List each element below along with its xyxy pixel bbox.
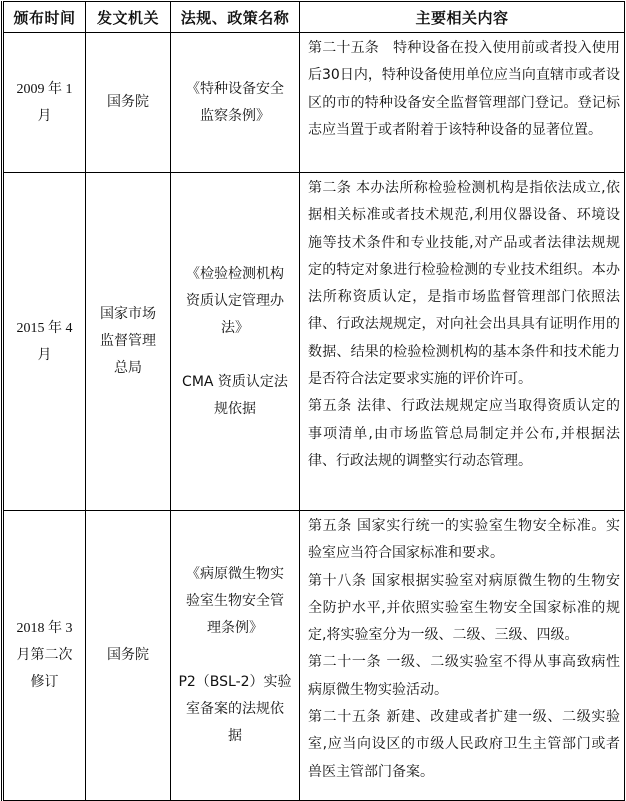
regulation-name-line: 《检验检测机构 [186,265,284,282]
regulation-note-line: 据 [228,728,242,744]
regulation-note-line: P2（BSL-2）实验 [178,674,292,690]
article-paragraph: 第十八条 国家根据实验室对病原微生物的生物安全防护水平,并依照实验室生物安全国家标准的规定,将实验室分为一级、二级、三级、四级。 [308,572,620,644]
date-line: 2018 年 3 [16,621,73,636]
article-paragraph: 第五条 国家实行统一的实验室生物安全标准。实验室应当符合国家标准和要求。 [308,518,620,562]
cell-main-content [300,511,626,801]
regulation-note-line: 规依据 [214,400,256,417]
regulation-name-line: 法》 [221,319,249,336]
header-issuing-authority: 发文机关 [86,2,171,33]
article-paragraph: 第二十一条 一级、二级实验室不得从事高致病性病原微生物实验活动。 [308,654,620,698]
header-main-content: 主要相关内容 [300,2,626,33]
regulation-name-line: 验室生物安全管 [186,593,284,609]
regulation-name-line: 资质认定管理办 [186,292,284,309]
article-paragraph: 第二十五条 新建、改建或者扩建一级、二级实验室,应当向设区的市级人民政府卫生主管部门或者兽医主管部门备案。 [308,709,620,780]
spacer [177,342,293,369]
header-issue-date: 颁布时间 [3,2,86,33]
cell-issue-date [3,33,86,173]
table-row [3,173,626,511]
article-paragraph: 第二十五条 特种设备在投入使用前或者投入使用后30日内，特种设备使用单位应当向直辖市或者设区的市的特种设备安全监督管理部门登记。登记标志应当置于或者附着于该特种设备的显著位置。 [308,40,620,138]
cell-issuing-authority [86,173,171,511]
cell-main-content [300,173,626,511]
cell-issuing-authority [86,33,171,173]
cell-main-content [300,33,626,173]
issuer-line: 监督管理 [100,333,156,349]
issuer-line: 国家市场 [100,306,156,322]
article-paragraph: 第二条 本办法所称检验检测机构是指依法成立,依据相关标准或者技术规范,利用仪器设备、环境设施等技术条件和专业技能,对产品或者法律法规规定的特定对象进行检验检测的专业技术组织。本办法所称资质认定，是指市场监督管理部门依照法律、行政法规规定，对向社会出具具有证明作用的数据、结果的检验检测机构的基本条件和技术能力是否符合法定要求实施的评价许可。 [308,180,620,388]
date-line: 月 [37,346,52,363]
regulations-table [1,1,626,801]
date-line: 2009 年 1 [16,81,73,97]
issuer-line: 总局 [114,360,142,376]
regulation-note-line: CMA 资质认定法 [182,373,288,390]
regulation-name-line: 《病原微生物实 [186,566,284,582]
header-regulation-name: 法规、政策名称 [171,2,300,33]
table-header-row [3,2,626,33]
cell-regulation-name [171,173,300,511]
cell-regulation-name [171,511,300,801]
spacer [177,642,293,669]
cell-issue-date [3,173,86,511]
date-line: 2015 年 4 [16,320,73,336]
table-row [3,33,626,173]
regulations-table-container [1,1,624,801]
cell-issuing-authority [86,511,171,801]
date-line: 月第二次 [16,647,73,663]
article-paragraph: 第五条 法律、行政法规规定应当取得资质认定的事项清单,由市场监管总局制定并公布,并根据法律、行政法规的调整实行动态管理。 [308,398,620,469]
regulation-note-line: 室备案的法规依 [186,701,284,717]
regulation-name-line: 理条例》 [207,620,263,636]
issuer-line: 国务院 [107,647,149,663]
issuer-line: 国务院 [107,94,149,110]
date-line: 修订 [30,674,59,690]
table-row [3,511,626,801]
cell-regulation-name [171,33,300,173]
date-line: 月 [37,107,52,124]
regulation-name-line: 《特种设备安全 [186,80,284,97]
regulation-name-line: 监察条例》 [200,107,270,124]
cell-issue-date [3,511,86,801]
